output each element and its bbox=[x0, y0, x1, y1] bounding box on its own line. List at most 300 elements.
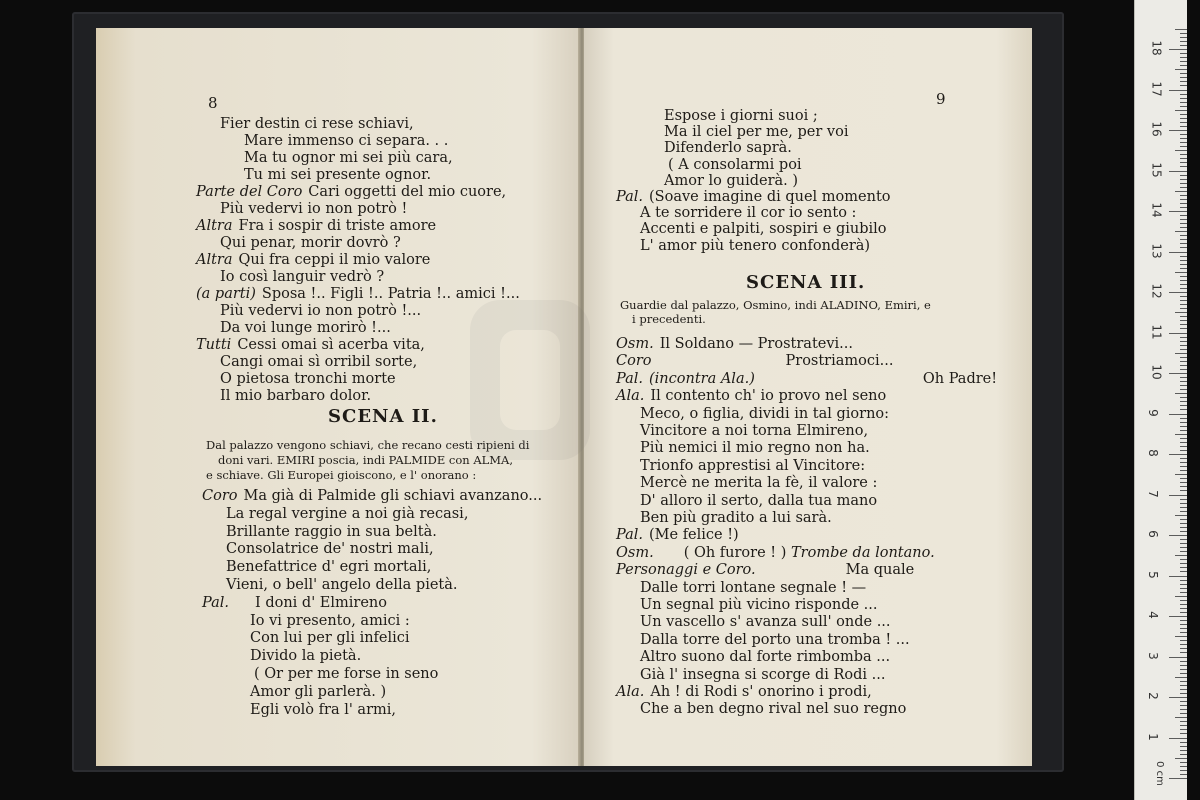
ruler-tick bbox=[1180, 559, 1187, 560]
ruler-tick bbox=[1180, 264, 1187, 265]
verse-line bbox=[616, 493, 877, 510]
verse-line bbox=[196, 218, 436, 235]
ruler-tick bbox=[1180, 588, 1187, 589]
ruler-tick bbox=[1175, 312, 1187, 313]
ruler-tick bbox=[1175, 110, 1187, 111]
ruler-tick bbox=[1180, 223, 1187, 224]
ruler-tick bbox=[1180, 507, 1187, 508]
verse-text: (Me felice !) bbox=[649, 527, 739, 544]
ruler-tick bbox=[1180, 746, 1187, 747]
ruler-tick bbox=[1180, 401, 1187, 402]
ruler-tick bbox=[1169, 616, 1187, 617]
ruler-tick bbox=[1180, 260, 1187, 261]
ruler-tick bbox=[1175, 474, 1187, 475]
verse-line bbox=[616, 580, 866, 597]
ruler-tick bbox=[1180, 567, 1187, 568]
verse-text: Difenderlo saprà. bbox=[664, 140, 792, 157]
verse-line bbox=[196, 150, 453, 167]
verse-text: ( Or per me forse in seno bbox=[254, 666, 439, 682]
ruler-tick bbox=[1175, 231, 1187, 232]
verse-text: Prostriamoci... bbox=[785, 353, 894, 370]
ruler-number: 5 bbox=[1145, 570, 1160, 579]
ruler-tick bbox=[1180, 45, 1187, 46]
verse-line bbox=[616, 545, 935, 562]
ruler-tick bbox=[1169, 535, 1187, 536]
ruler-number: 8 bbox=[1145, 449, 1160, 457]
ruler-tick bbox=[1180, 661, 1187, 662]
ruler-tick bbox=[1169, 454, 1187, 455]
verse-line bbox=[196, 235, 401, 252]
verse-text: Ma il ciel per me, per voi bbox=[664, 124, 849, 141]
ruler-tick bbox=[1180, 65, 1187, 66]
verse-text: Più vedervi io non potrò !... bbox=[220, 303, 422, 319]
ruler-tick bbox=[1169, 49, 1187, 50]
stage-direction-line: e schiave. Gli Europei gioiscono, e l' onorano : bbox=[206, 468, 477, 482]
ruler-tick bbox=[1180, 239, 1187, 240]
speaker-label: Pal. bbox=[616, 527, 643, 544]
verse-line bbox=[196, 133, 448, 150]
ruler-tick bbox=[1180, 486, 1187, 487]
verse-line bbox=[616, 510, 832, 527]
ruler-tick bbox=[1180, 543, 1187, 544]
ruler-tick bbox=[1175, 717, 1187, 718]
ruler-tick bbox=[1175, 191, 1187, 192]
ruler-tick bbox=[1180, 652, 1187, 653]
ruler-tick bbox=[1180, 490, 1187, 491]
ruler-tick bbox=[1180, 357, 1187, 358]
verse-line bbox=[202, 630, 410, 647]
verse-line bbox=[616, 189, 891, 206]
speaker-label: Coro bbox=[616, 353, 652, 370]
ruler-tick bbox=[1180, 733, 1187, 734]
verse-line bbox=[196, 320, 391, 337]
verse-line bbox=[196, 337, 425, 354]
ruler-tick bbox=[1180, 721, 1187, 722]
ruler-tick bbox=[1180, 207, 1187, 208]
page-number-left: 8 bbox=[208, 94, 218, 112]
speaker-label: Osm. bbox=[616, 336, 654, 352]
verse-text: Ma già di Palmide gli schiavi avanzano... bbox=[243, 488, 543, 504]
ruler-tick bbox=[1175, 393, 1187, 394]
inline-stage-direction: (incontra Ala.) bbox=[649, 370, 755, 387]
ruler-tick bbox=[1180, 612, 1187, 613]
ruler-tick bbox=[1180, 628, 1187, 629]
ruler-tick bbox=[1180, 592, 1187, 593]
ruler-tick bbox=[1180, 118, 1187, 119]
ruler-tick bbox=[1169, 576, 1187, 577]
ruler-tick bbox=[1180, 247, 1187, 248]
verse-text: Cessi omai sì acerba vita, bbox=[237, 337, 425, 353]
verse-text: Tu mi sei presente ognor. bbox=[244, 167, 432, 183]
ruler-tick bbox=[1180, 162, 1187, 163]
ruler-tick bbox=[1169, 252, 1187, 253]
verse-line bbox=[202, 666, 438, 683]
ruler-number: 4 bbox=[1145, 611, 1160, 619]
verse-text: Benefattrice d' egri mortali, bbox=[226, 559, 432, 576]
verse-line bbox=[196, 252, 430, 269]
ruler-tick bbox=[1180, 458, 1187, 459]
verse-line bbox=[196, 354, 417, 371]
ruler-tick bbox=[1180, 361, 1187, 362]
ruler-tick bbox=[1180, 665, 1187, 666]
verse-line bbox=[616, 684, 872, 701]
ruler-tick bbox=[1180, 620, 1187, 621]
ruler-tick bbox=[1175, 636, 1187, 637]
ruler-tick bbox=[1180, 523, 1187, 524]
ruler-number: 1 bbox=[1145, 732, 1160, 741]
verse-text: L' amor più tenero confonderà) bbox=[640, 237, 871, 254]
verse-text: Trionfo apprestisi al Vincitore: bbox=[640, 457, 866, 474]
ruler-number: 17 bbox=[1149, 80, 1164, 97]
verse-text: Dalla torre del porto una tromba ! ... bbox=[640, 631, 910, 648]
ruler-tick bbox=[1175, 150, 1187, 151]
ruler-number: 3 bbox=[1145, 651, 1160, 660]
verse-line bbox=[196, 371, 396, 388]
verse-line bbox=[616, 632, 910, 649]
speaker-label: Tutti bbox=[196, 337, 232, 353]
ruler-tick bbox=[1180, 571, 1187, 572]
speaker-label: Pal. bbox=[616, 189, 643, 205]
verse-text: ( A consolarmi poi bbox=[668, 156, 802, 173]
verse-line bbox=[202, 684, 386, 701]
verse-line bbox=[202, 541, 434, 558]
verse-text: ( Oh furore ! ) bbox=[683, 544, 787, 561]
ruler-tick bbox=[1180, 288, 1187, 289]
ruler-tick bbox=[1180, 442, 1187, 443]
ruler-number: 14 bbox=[1149, 202, 1164, 218]
ruler-number: 18 bbox=[1149, 40, 1164, 56]
ruler-tick bbox=[1175, 677, 1187, 678]
ruler-tick bbox=[1180, 527, 1187, 528]
ruler-tick bbox=[1180, 742, 1187, 743]
ruler-tick bbox=[1169, 657, 1187, 658]
page-number-right: 9 bbox=[936, 90, 946, 108]
ruler-tick bbox=[1180, 57, 1187, 58]
speaker-label: Altra bbox=[196, 218, 233, 234]
speaker-label: Personaggi e Coro. bbox=[616, 562, 756, 579]
verse-text: Vincitore a noi torna Elmireno, bbox=[640, 423, 869, 439]
speaker-label: Altra bbox=[196, 252, 233, 268]
verse-text: Ah ! di Rodi s' onorino i prodi, bbox=[650, 684, 872, 700]
verse-text: Qui fra ceppi il mio valore bbox=[238, 252, 431, 268]
ruler-tick bbox=[1180, 754, 1187, 755]
ruler-number: 6 bbox=[1145, 530, 1160, 538]
verse-text: Il mio barbaro dolor. bbox=[220, 388, 372, 404]
stage-direction-line: i precedenti. bbox=[632, 312, 706, 326]
ruler-tick bbox=[1180, 673, 1187, 674]
ruler-tick bbox=[1180, 341, 1187, 342]
ruler-tick bbox=[1180, 689, 1187, 690]
ruler-tick bbox=[1180, 138, 1187, 139]
ruler-tick bbox=[1180, 81, 1187, 82]
ruler-number: 13 bbox=[1149, 242, 1164, 259]
verse-text: Fra i sospir di triste amore bbox=[238, 218, 437, 234]
ruler-tick bbox=[1180, 685, 1187, 686]
verse-text: Più vedervi io non potrò ! bbox=[220, 201, 408, 217]
ruler-tick bbox=[1180, 381, 1187, 382]
ruler-tick bbox=[1180, 337, 1187, 338]
verse-text: Oh Padre! bbox=[922, 370, 998, 387]
verse-text: I doni d' Elmireno bbox=[255, 594, 388, 611]
verse-text: Amor lo guiderà. ) bbox=[664, 172, 799, 189]
ruler-tick bbox=[1180, 320, 1187, 321]
verse-text: Un segnal più vicino risponde ... bbox=[640, 597, 878, 613]
verse-line bbox=[616, 108, 818, 125]
ruler-tick bbox=[1180, 409, 1187, 410]
ruler-tick bbox=[1180, 580, 1187, 581]
verse-text: Il Soldano — Prostratevi... bbox=[659, 336, 854, 352]
ruler-tick bbox=[1180, 389, 1187, 390]
verse-line bbox=[616, 205, 856, 222]
ruler-tick bbox=[1175, 434, 1187, 435]
ruler-tick bbox=[1180, 203, 1187, 204]
ruler-tick bbox=[1180, 725, 1187, 726]
verse-text: Mercè ne merita la fè, il valore : bbox=[640, 475, 878, 492]
speaker-label: Osm. bbox=[616, 544, 654, 561]
verse-text: Qui penar, morir dovrò ? bbox=[220, 235, 401, 251]
verse-line bbox=[196, 201, 407, 218]
verse-text: (Soave imagine di quel momento bbox=[649, 189, 891, 205]
ruler-tick bbox=[1180, 397, 1187, 398]
verse-line bbox=[616, 124, 849, 141]
ruler-tick bbox=[1180, 183, 1187, 184]
verse-line bbox=[202, 702, 396, 719]
verse-line bbox=[202, 648, 361, 665]
ruler-tick bbox=[1180, 422, 1187, 423]
scene-heading-left: SCENA II. bbox=[328, 406, 438, 427]
ruler-tick bbox=[1175, 272, 1187, 273]
verse-text: Cari oggetti del mio cuore, bbox=[308, 184, 507, 200]
verse-text: Dalle torri lontane segnale ! — bbox=[640, 579, 867, 596]
ruler-number: 11 bbox=[1149, 323, 1164, 340]
stage-direction-line: Dal palazzo vengono schiavi, che recano cesti ripieni di bbox=[206, 438, 530, 452]
ruler-tick bbox=[1180, 304, 1187, 305]
ruler-tick bbox=[1180, 195, 1187, 196]
ruler-tick bbox=[1175, 69, 1187, 70]
ruler-tick bbox=[1180, 462, 1187, 463]
verse-line bbox=[202, 559, 431, 576]
ruler-number: 2 bbox=[1145, 692, 1160, 700]
verse-line bbox=[616, 140, 792, 157]
ruler-tick bbox=[1180, 693, 1187, 694]
ruler-tick bbox=[1175, 596, 1187, 597]
verse-text: Accenti e palpiti, sospiri e giubilo bbox=[640, 221, 887, 238]
ruler-tick bbox=[1180, 531, 1187, 532]
ruler-tick bbox=[1180, 106, 1187, 107]
ruler-tick bbox=[1180, 377, 1187, 378]
ruler-tick bbox=[1180, 300, 1187, 301]
inline-stage-direction: Trombe da lontano. bbox=[786, 544, 935, 561]
verse-text: Ben più gradito a lui sarà. bbox=[640, 510, 832, 526]
ruler-tick bbox=[1180, 584, 1187, 585]
ruler-tick bbox=[1169, 292, 1187, 293]
verse-text: Io vi presento, amici : bbox=[250, 612, 410, 629]
ruler-tick bbox=[1180, 519, 1187, 520]
verse-text: Già l' insegna si scorge di Rodi ... bbox=[640, 666, 886, 683]
ruler-tick bbox=[1180, 426, 1187, 427]
verse-text: Il contento ch' io provo nel seno bbox=[650, 388, 887, 405]
verse-line bbox=[196, 269, 384, 286]
verse-text: Egli volò fra l' armi, bbox=[250, 701, 397, 718]
verse-line bbox=[616, 238, 870, 255]
ruler-tick bbox=[1180, 324, 1187, 325]
ruler-unit-label: 0 cm bbox=[1153, 761, 1165, 786]
ruler-tick bbox=[1180, 328, 1187, 329]
verse-line bbox=[202, 524, 437, 541]
ruler-tick bbox=[1180, 345, 1187, 346]
ruler-tick bbox=[1180, 547, 1187, 548]
ruler-tick bbox=[1180, 77, 1187, 78]
verse-line bbox=[202, 488, 542, 505]
ruler-tick bbox=[1169, 90, 1187, 91]
speaker-label: Ala. bbox=[616, 388, 645, 405]
verse-text: Da voi lunge morirò !... bbox=[220, 320, 391, 336]
speaker-label: Pal. bbox=[202, 594, 229, 611]
verse-text: Con lui per gli infelici bbox=[250, 630, 410, 647]
ruler-tick bbox=[1180, 766, 1187, 767]
verse-line bbox=[616, 701, 906, 718]
ruler-tick bbox=[1180, 478, 1187, 479]
ruler-tick bbox=[1180, 499, 1187, 500]
speaker-label: Parte del Coro bbox=[196, 184, 303, 200]
ruler-tick bbox=[1180, 608, 1187, 609]
ruler-tick bbox=[1180, 215, 1187, 216]
verse-text: Ma tu ognor mi sei più cara, bbox=[244, 150, 453, 166]
ruler-tick bbox=[1180, 61, 1187, 62]
verse-text: Altro suono dal forte rimbomba ... bbox=[640, 649, 891, 666]
verse-text: Cangi omai sì orribil sorte, bbox=[220, 354, 418, 370]
ruler-tick bbox=[1180, 503, 1187, 504]
ruler-tick bbox=[1180, 762, 1187, 763]
verse-line bbox=[196, 388, 371, 405]
ruler-tick bbox=[1180, 37, 1187, 38]
ruler-tick bbox=[1169, 738, 1187, 739]
speaker-label: Pal. bbox=[616, 370, 643, 387]
ruler-tick bbox=[1180, 114, 1187, 115]
ruler-tick bbox=[1180, 644, 1187, 645]
ruler-tick bbox=[1169, 211, 1187, 212]
verse-line bbox=[202, 577, 458, 594]
verse-line bbox=[616, 221, 887, 238]
stage-direction-line: doni vari. EMIRI poscia, indi PALMIDE con ALMA, bbox=[218, 453, 514, 467]
ruler-tick bbox=[1180, 268, 1187, 269]
verse-text: Mare immenso ci separa. . . bbox=[244, 133, 449, 149]
ruler-tick bbox=[1180, 158, 1187, 159]
verse-text: La regal vergine a noi già recasi, bbox=[226, 505, 469, 522]
ruler-tick bbox=[1180, 280, 1187, 281]
ruler-tick bbox=[1180, 750, 1187, 751]
ruler-number: 7 bbox=[1145, 489, 1160, 498]
ruler-tick bbox=[1180, 154, 1187, 155]
verse-line bbox=[202, 506, 468, 523]
ruler-tick bbox=[1180, 418, 1187, 419]
ruler-tick bbox=[1180, 624, 1187, 625]
ruler-tick bbox=[1180, 126, 1187, 127]
ruler-number: 9 bbox=[1145, 408, 1160, 417]
ruler-tick bbox=[1180, 511, 1187, 512]
ruler-tick bbox=[1180, 134, 1187, 135]
ruler-tick bbox=[1180, 175, 1187, 176]
ruler-tick bbox=[1180, 405, 1187, 406]
ruler-tick bbox=[1180, 774, 1187, 775]
ruler-tick bbox=[1180, 146, 1187, 147]
ruler-number: 12 bbox=[1149, 283, 1164, 299]
ruler-tick bbox=[1180, 85, 1187, 86]
ruler-tick bbox=[1180, 316, 1187, 317]
ruler-tick bbox=[1180, 296, 1187, 297]
library-watermark bbox=[430, 280, 690, 480]
verse-text: D' alloro il serto, dalla tua mano bbox=[640, 492, 878, 509]
ruler-number: 15 bbox=[1149, 161, 1164, 178]
verse-text: O pietosa tronchi morte bbox=[220, 371, 396, 387]
verse-line bbox=[616, 597, 878, 614]
ruler-tick bbox=[1180, 770, 1187, 771]
ruler-tick bbox=[1180, 563, 1187, 564]
verse-line bbox=[616, 157, 802, 174]
verse-line bbox=[202, 595, 387, 612]
ruler-tick bbox=[1180, 705, 1187, 706]
ruler-tick bbox=[1169, 171, 1187, 172]
verse-text: Divido la pietà. bbox=[250, 648, 362, 665]
ruler-tick bbox=[1180, 308, 1187, 309]
scene-heading-right: SCENA III. bbox=[746, 272, 866, 293]
ruler-tick bbox=[1180, 41, 1187, 42]
ruler-tick bbox=[1180, 713, 1187, 714]
ruler-tick bbox=[1180, 142, 1187, 143]
ruler-tick bbox=[1180, 235, 1187, 236]
ruler-tick bbox=[1180, 669, 1187, 670]
verse-line bbox=[616, 173, 798, 190]
ruler-tick bbox=[1180, 385, 1187, 386]
ruler-tick bbox=[1180, 450, 1187, 451]
verse-text: Consolatrice de' nostri mali, bbox=[226, 541, 434, 558]
ruler-tick bbox=[1175, 29, 1187, 30]
verse-text: Espose i giorni suoi ; bbox=[664, 108, 818, 124]
verse-text: Meco, o figlia, dividi in tal giorno: bbox=[640, 405, 890, 422]
ruler-tick bbox=[1180, 243, 1187, 244]
verse-line bbox=[196, 116, 414, 133]
ruler-tick bbox=[1180, 701, 1187, 702]
verse-text: Brillante raggio in sua beltà. bbox=[226, 523, 437, 540]
ruler-tick bbox=[1169, 697, 1187, 698]
ruler-tick bbox=[1169, 333, 1187, 334]
ruler-tick bbox=[1180, 98, 1187, 99]
verse-line bbox=[196, 303, 421, 320]
ruler-tick bbox=[1175, 555, 1187, 556]
speaker-label: Ala. bbox=[616, 684, 645, 700]
ruler-tick bbox=[1180, 284, 1187, 285]
ruler-tick bbox=[1175, 353, 1187, 354]
ruler-tick bbox=[1180, 482, 1187, 483]
ruler-tick bbox=[1169, 778, 1187, 779]
verse-line bbox=[616, 562, 914, 579]
ruler-tick bbox=[1180, 179, 1187, 180]
ruler-tick bbox=[1180, 632, 1187, 633]
ruler-tick bbox=[1180, 94, 1187, 95]
verse-line bbox=[616, 527, 739, 544]
ruler-tick bbox=[1180, 33, 1187, 34]
ruler-number: 10 bbox=[1149, 364, 1164, 380]
speaker-label: Coro bbox=[202, 488, 238, 504]
ruler-tick bbox=[1180, 729, 1187, 730]
ruler-tick bbox=[1175, 515, 1187, 516]
measurement-ruler bbox=[1134, 0, 1187, 800]
verse-line bbox=[616, 667, 886, 684]
ruler-tick bbox=[1180, 365, 1187, 366]
ruler-tick bbox=[1180, 369, 1187, 370]
speaker-label: (a parti) bbox=[196, 286, 256, 302]
ruler-tick bbox=[1180, 53, 1187, 54]
